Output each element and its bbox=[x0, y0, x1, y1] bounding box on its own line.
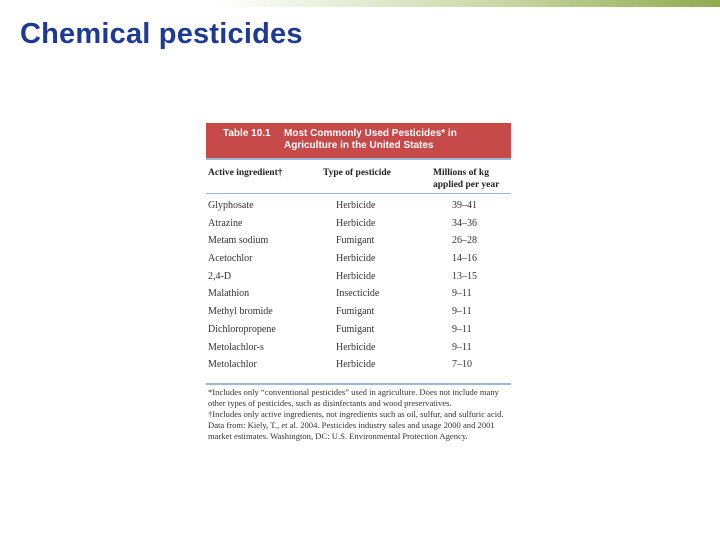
cell-type: Herbicide bbox=[336, 341, 376, 353]
table-row bbox=[206, 357, 511, 375]
cell-amount: 9–11 bbox=[452, 323, 472, 335]
cell-amount: 9–11 bbox=[452, 341, 472, 353]
cell-amount: 7–10 bbox=[452, 359, 472, 371]
table-row bbox=[206, 198, 511, 216]
cell-ingredient: Metam sodium bbox=[208, 235, 269, 247]
cell-type: Insecticide bbox=[336, 288, 380, 300]
cell-type: Herbicide bbox=[336, 270, 376, 282]
table-row bbox=[206, 251, 511, 269]
table-header bbox=[206, 123, 511, 158]
cell-type: Herbicide bbox=[336, 217, 376, 229]
footnote-conventional: *Includes only “conventional pesticides” used in agriculture. Does not include many other types of pesticides, such as disinfectants and wood preservatives. bbox=[208, 387, 499, 408]
table-row bbox=[206, 216, 511, 234]
cell-ingredient: Glyphosate bbox=[208, 200, 254, 211]
slide-title: Chemical pesticides bbox=[20, 18, 303, 50]
cell-amount: 13–15 bbox=[452, 270, 477, 282]
table-row bbox=[206, 233, 511, 251]
footnote-data-source: Data from: Kiely, T., et al. 2004. Pesticides industry sales and usage 2000 and 2001 market estimates. Washington, DC: U.S. Environmental Protection Agency. bbox=[208, 420, 495, 441]
table-body bbox=[206, 198, 511, 375]
cell-ingredient: Malathion bbox=[208, 288, 250, 300]
top-accent-bar bbox=[0, 0, 720, 7]
cell-ingredient: Atrazine bbox=[208, 217, 243, 229]
cell-type: Herbicide bbox=[336, 359, 376, 371]
pesticide-table-figure bbox=[206, 123, 511, 508]
cell-amount: 14–16 bbox=[452, 253, 477, 265]
footnote-active-ingredients: †Includes only active ingredients, not ingredients such as oil, sulfur, and sulfuric acid. bbox=[208, 409, 504, 419]
column-header-amount: Millions of kg applied per year bbox=[433, 168, 500, 190]
cell-type: Herbicide bbox=[336, 200, 376, 211]
cell-amount: 39–41 bbox=[452, 200, 477, 211]
cell-ingredient: Metolachlor bbox=[208, 359, 257, 371]
table-row bbox=[206, 304, 511, 322]
table-title: Most Commonly Used Pesticides* in Agriculture in the United States bbox=[284, 128, 457, 151]
cell-type: Fumigant bbox=[336, 323, 375, 335]
column-header-divider bbox=[206, 193, 511, 194]
cell-ingredient: 2,4-D bbox=[208, 270, 232, 282]
table-bottom-divider bbox=[206, 383, 511, 385]
cell-type: Fumigant bbox=[336, 235, 375, 247]
cell-ingredient: Acetochlor bbox=[208, 253, 253, 265]
table-row bbox=[206, 286, 511, 304]
column-header-type: Type of pesticide bbox=[323, 168, 391, 178]
header-divider bbox=[206, 158, 511, 160]
cell-ingredient: Metolachlor-s bbox=[208, 341, 264, 353]
cell-type: Fumigant bbox=[336, 306, 375, 318]
cell-ingredient: Methyl bromide bbox=[208, 306, 273, 318]
cell-amount: 26–28 bbox=[452, 235, 477, 247]
table-footnotes bbox=[208, 387, 508, 442]
cell-type: Herbicide bbox=[336, 253, 376, 265]
table-number: Table 10.1 bbox=[223, 128, 271, 139]
table-row bbox=[206, 269, 511, 287]
table-row bbox=[206, 322, 511, 340]
cell-amount: 9–11 bbox=[452, 288, 472, 300]
table-row bbox=[206, 340, 511, 358]
column-header-active-ingredient: Active ingredient† bbox=[208, 168, 283, 178]
cell-ingredient: Dichloropropene bbox=[208, 323, 276, 335]
cell-amount: 9–11 bbox=[452, 306, 472, 318]
cell-amount: 34–36 bbox=[452, 217, 477, 229]
